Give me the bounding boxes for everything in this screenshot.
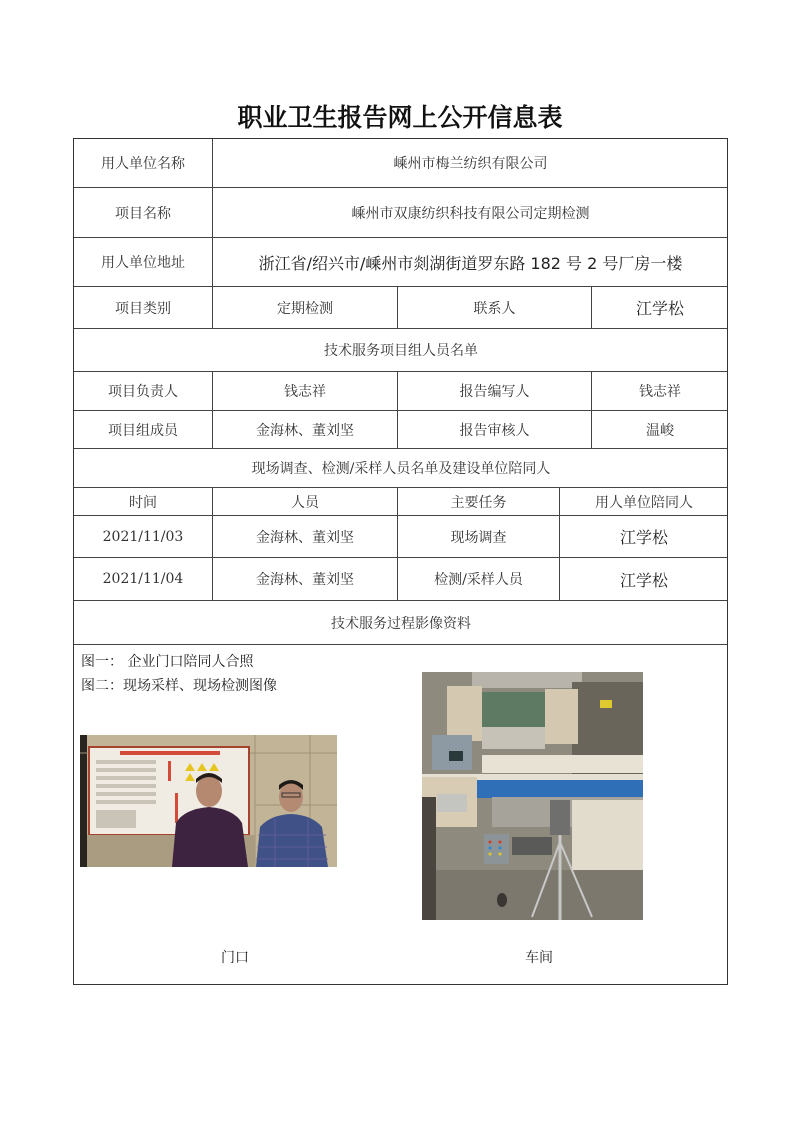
info-table	[73, 138, 728, 985]
table-row	[74, 516, 727, 558]
employer-address-value: 浙江省/绍兴市/嵊州市剡湖街道罗东路 182 号 2 号厂房一楼	[258, 253, 683, 273]
survey-date: 2021/11/03	[74, 516, 213, 557]
page-title: 职业卫生报告网上公开信息表	[237, 103, 563, 132]
project-type-label: 项目类别	[74, 287, 213, 328]
contact-label: 联系人	[398, 287, 592, 328]
figure-1-label: 图一： 企业门口陪同人合照	[81, 654, 254, 670]
survey-date: 2021/11/04	[74, 558, 213, 600]
media-section-title: 技术服务过程影像资料	[331, 615, 471, 632]
team-section-title: 技术服务项目组人员名单	[324, 343, 478, 359]
contact-value: 江学松	[635, 299, 684, 318]
project-name-value: 嵊州市双康纺织科技有限公司定期检测	[351, 205, 590, 222]
survey-header-row	[74, 488, 727, 516]
survey-staff: 金海林、董刘坚	[213, 516, 398, 557]
survey-staff: 金海林、董刘坚	[213, 558, 398, 600]
team-section-header	[74, 329, 727, 372]
media-section-header	[74, 601, 727, 645]
table-row	[74, 558, 727, 601]
reviewer-value: 温峻	[646, 422, 674, 439]
entrance-photo-image	[80, 735, 337, 867]
row-leader-writer	[74, 372, 727, 411]
workshop-photo-image	[422, 672, 643, 920]
leader-label: 项目负责人	[74, 372, 213, 410]
header-task: 主要任务	[398, 488, 560, 515]
members-label: 项目组成员	[74, 411, 213, 448]
survey-task: 现场调查	[398, 516, 560, 557]
row-members-reviewer	[74, 411, 727, 449]
media-area	[74, 645, 727, 984]
project-name-label: 项目名称	[74, 188, 213, 237]
members-value: 金海林、董刘坚	[213, 411, 398, 448]
entrance-photo	[80, 735, 337, 867]
workshop-photo	[422, 672, 643, 920]
row-employer-name	[74, 139, 727, 188]
project-type-value: 定期检测	[213, 287, 398, 328]
writer-value: 钱志祥	[639, 384, 681, 400]
workshop-photo-caption: 车间	[525, 950, 553, 966]
survey-section-title: 现场调查、检测/采样人员名单及建设单位陪同人	[251, 461, 551, 477]
employer-address-label: 用人单位地址	[74, 238, 213, 286]
survey-escort: 江学松	[619, 528, 668, 547]
header-escort: 用人单位陪同人	[595, 494, 693, 511]
survey-task: 检测/采样人员	[398, 558, 560, 600]
employer-name-value: 嵊州市梅兰纺织有限公司	[393, 156, 548, 172]
row-project-type	[74, 287, 727, 329]
entrance-photo-caption: 门口	[221, 950, 249, 966]
header-date: 时间	[74, 488, 213, 515]
row-employer-address	[74, 238, 727, 287]
header-staff: 人员	[213, 488, 398, 515]
leader-value: 钱志祥	[213, 372, 398, 410]
writer-label: 报告编写人	[398, 372, 592, 410]
survey-escort: 江学松	[619, 570, 668, 590]
employer-name-label: 用人单位名称	[74, 139, 213, 187]
reviewer-label: 报告审核人	[398, 411, 592, 448]
survey-section-header	[74, 449, 727, 488]
row-project-name	[74, 188, 727, 238]
figure-2-label: 图二：现场采样、现场检测图像	[81, 678, 277, 694]
